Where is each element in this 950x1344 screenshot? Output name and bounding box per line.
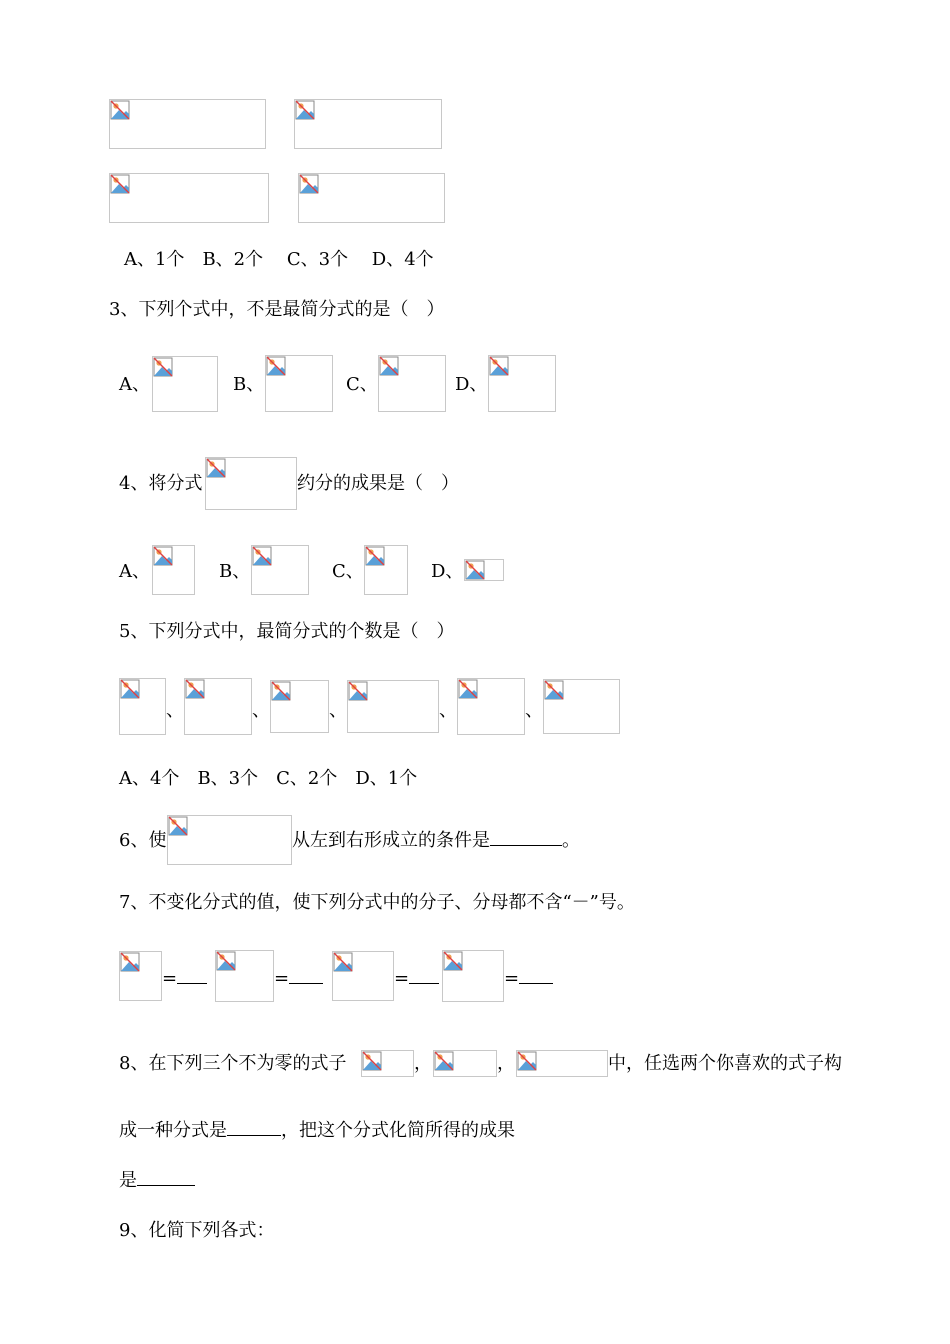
q6-end: 。: [562, 830, 580, 851]
formula-image: [251, 545, 309, 595]
broken-image-icon: [153, 546, 173, 566]
q4-option-b-label: B、: [219, 561, 251, 582]
comma: ，: [414, 1053, 432, 1074]
formula-image: [488, 355, 556, 412]
formula-image: [109, 173, 269, 223]
broken-image-icon: [216, 951, 236, 971]
broken-image-icon: [434, 1051, 454, 1071]
formula-image: [119, 951, 162, 1001]
q8-line3: [119, 1170, 195, 1192]
broken-image-icon: [206, 458, 226, 478]
q6-suffix: [292, 830, 580, 852]
equals-sign: =: [274, 968, 290, 989]
q4-option-a-label: A、: [119, 561, 150, 582]
broken-image-icon: [110, 174, 130, 194]
formula-image: [364, 545, 408, 595]
broken-image-icon: [443, 951, 463, 971]
equation-blank: [394, 968, 439, 990]
formula-image: [347, 680, 439, 733]
formula-image: [215, 950, 274, 1002]
formula-image: [167, 815, 292, 865]
broken-image-icon: [271, 681, 291, 701]
formula-image: [270, 680, 329, 733]
broken-image-icon: [365, 546, 385, 566]
broken-image-icon: [185, 679, 205, 699]
formula-image: [152, 545, 195, 595]
formula-image: [464, 559, 504, 581]
formula-image: [294, 99, 442, 149]
broken-image-icon: [120, 952, 140, 972]
answer-blank: [490, 831, 562, 846]
q3-stem: 3、下列个式中，不是最简分式的是（ ）: [109, 299, 445, 320]
broken-image-icon: [348, 681, 368, 701]
formula-image: [332, 951, 394, 1001]
q8-prefix: 8、在下列三个不为零的式子: [119, 1053, 347, 1074]
q5-options: A、4个 B、3个 C、2个 D、1个: [119, 768, 418, 789]
answer-blank: [519, 969, 553, 984]
q3-option-a-label: A、: [119, 374, 150, 395]
broken-image-icon: [362, 1051, 382, 1071]
q3-option-c-label: C、: [346, 374, 378, 395]
separator: 、: [166, 700, 184, 721]
formula-image: [457, 678, 525, 735]
answer-blank: [177, 969, 207, 984]
broken-image-icon: [517, 1051, 537, 1071]
equation-blank: [504, 968, 553, 990]
separator: 、: [439, 700, 457, 721]
broken-image-icon: [379, 356, 399, 376]
formula-image: [119, 678, 166, 735]
q4-suffix: 约分的成果是（ ）: [297, 473, 459, 494]
answer-blank: [137, 1171, 195, 1186]
formula-image: [298, 173, 445, 223]
q7-stem: 7、不变化分式的值，使下列分式中的分子、分母都不含“－”号。: [119, 892, 635, 913]
broken-image-icon: [458, 679, 478, 699]
broken-image-icon: [465, 560, 485, 580]
broken-image-icon: [120, 679, 140, 699]
broken-image-icon: [299, 174, 319, 194]
q3-option-b-label: B、: [233, 374, 265, 395]
broken-image-icon: [544, 680, 564, 700]
q4-option-c-label: C、: [332, 561, 364, 582]
q4-option-d-label: D、: [431, 561, 464, 582]
q8-line2-end: ，把这个分式化简所得的成果: [281, 1120, 515, 1141]
formula-image: [442, 950, 504, 1002]
formula-image: [433, 1050, 497, 1077]
formula-image: [109, 99, 266, 149]
q3-option-d-label: D、: [455, 374, 488, 395]
q8-suffix: 中，任选两个你喜欢的式子构: [608, 1053, 842, 1074]
q4-prefix: 4、将分式: [119, 473, 203, 494]
q8-line3-start: 是: [119, 1170, 137, 1191]
separator: 、: [329, 700, 347, 721]
formula-image: [361, 1050, 414, 1077]
broken-image-icon: [252, 546, 272, 566]
broken-image-icon: [489, 356, 509, 376]
answer-blank: [289, 969, 323, 984]
formula-image: [184, 678, 252, 735]
equals-sign: =: [394, 968, 410, 989]
formula-image: [205, 457, 297, 510]
q2-options: A、1个 B、2个 C、3个 D、4个: [124, 249, 434, 270]
separator: 、: [525, 700, 543, 721]
q8-line2: [119, 1120, 515, 1142]
q6-suffix-text: 从左到右形成立的条件是: [292, 830, 490, 851]
q6-prefix: 6、使: [119, 830, 167, 851]
comma: ，: [497, 1053, 515, 1074]
broken-image-icon: [333, 952, 353, 972]
equals-sign: =: [504, 968, 520, 989]
formula-image: [265, 355, 333, 412]
broken-image-icon: [110, 100, 130, 120]
formula-image: [516, 1050, 608, 1077]
broken-image-icon: [266, 356, 286, 376]
equation-blank: [162, 968, 207, 990]
broken-image-icon: [153, 357, 173, 377]
formula-image: [152, 356, 218, 412]
formula-image: [378, 355, 446, 412]
separator: 、: [252, 700, 270, 721]
broken-image-icon: [168, 816, 188, 836]
q8-line2-start: 成一种分式是: [119, 1120, 227, 1141]
answer-blank: [227, 1121, 281, 1136]
formula-image: [543, 679, 620, 734]
equals-sign: =: [162, 968, 178, 989]
answer-blank: [409, 969, 439, 984]
q5-stem: 5、下列分式中，最简分式的个数是（ ）: [119, 621, 455, 642]
broken-image-icon: [295, 100, 315, 120]
equation-blank: [274, 968, 323, 990]
q9-stem: 9、化简下列各式：: [119, 1220, 275, 1241]
